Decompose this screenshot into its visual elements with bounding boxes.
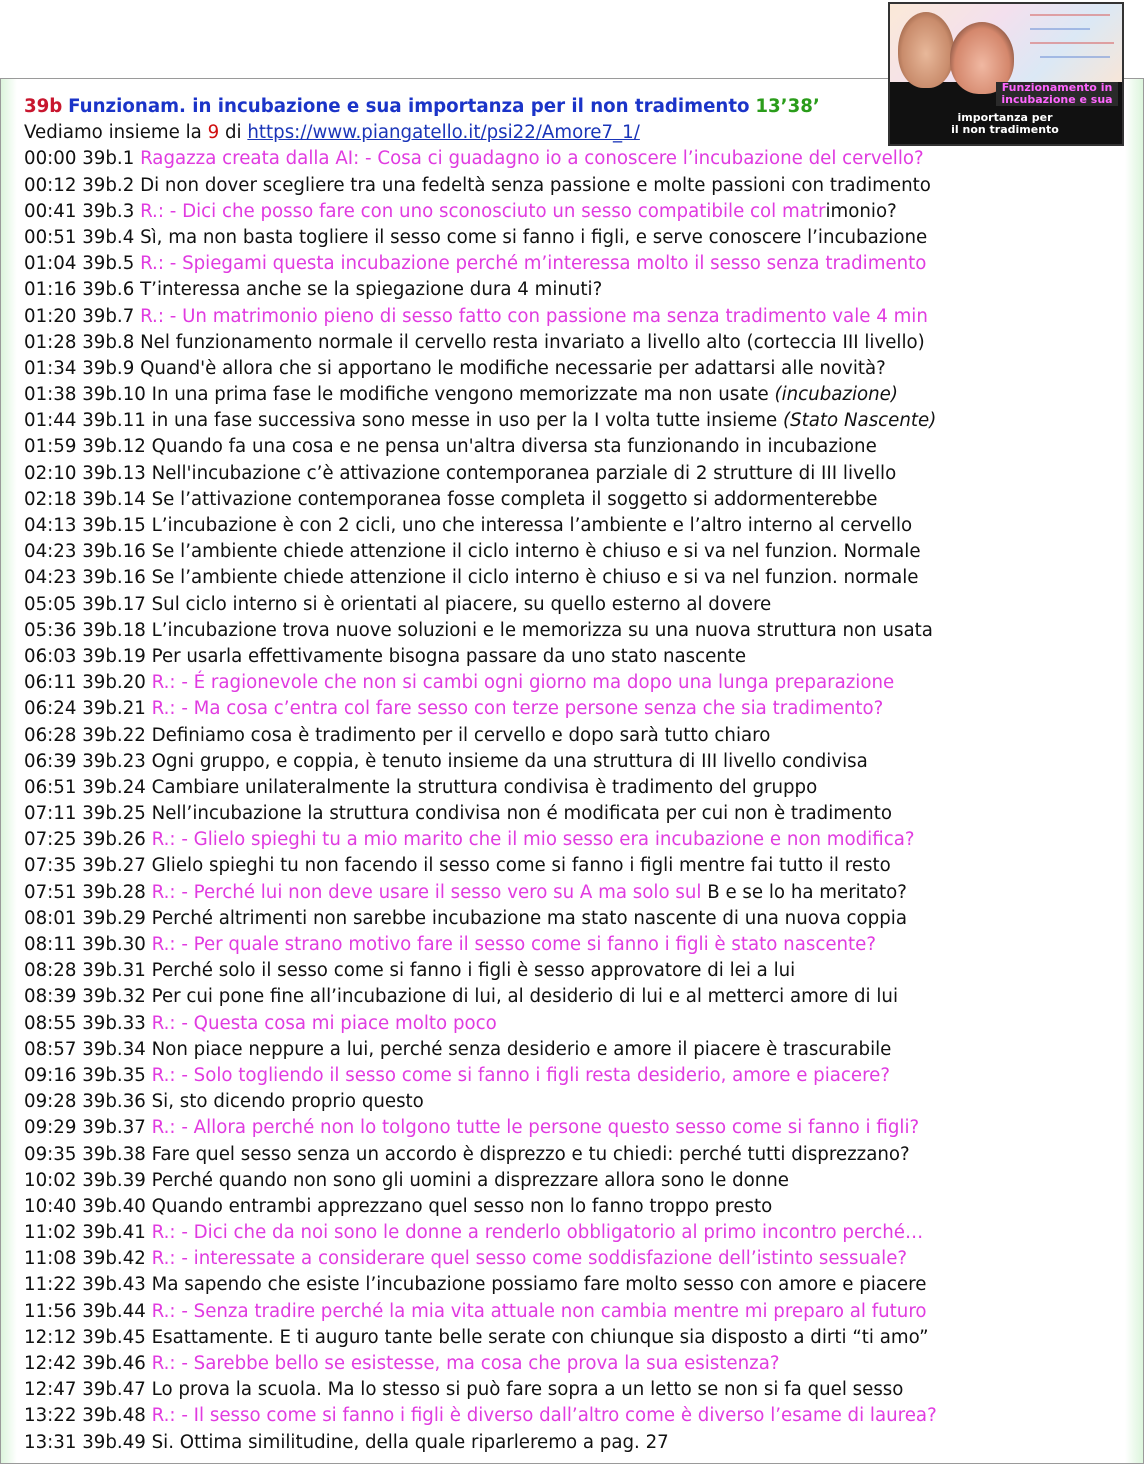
answer-line xyxy=(24,461,1119,487)
line-id: 39b.36 xyxy=(82,1091,146,1113)
timestamp: 00:00 xyxy=(24,148,77,170)
timestamp: 08:57 xyxy=(24,1038,77,1060)
line-text: Glielo spieghi tu non facendo il sesso come si fanno i figli mentre fai tutto il resto xyxy=(151,855,891,877)
line-text-tail: imonio? xyxy=(825,200,897,222)
line-text: in una fase successiva sono messe in uso per la I volta tutte insieme xyxy=(151,410,783,432)
answer-line xyxy=(24,749,1119,775)
timestamp: 04:23 xyxy=(24,567,77,589)
answer-line xyxy=(24,592,1119,618)
timestamp: 12:12 xyxy=(24,1326,77,1348)
timestamp: 09:29 xyxy=(24,1117,77,1139)
line-text: R.: - Questa cosa mi piace molto poco xyxy=(151,1012,497,1034)
line-text: R.: - Perché lui non deve usare il sesso vero su A ma solo sul xyxy=(151,881,708,903)
answer-line xyxy=(24,906,1119,932)
line-text: Si, sto dicendo proprio questo xyxy=(151,1091,424,1113)
line-text-tail: B e se lo ha meritato? xyxy=(707,881,907,903)
answer-line xyxy=(24,1430,1119,1456)
line-text: Nel funzionamento normale il cervello resta invariato a livello alto (corteccia III livello) xyxy=(140,331,925,353)
slide-line xyxy=(1030,42,1114,44)
line-text: Perché quando non sono gli uomini a disprezzare allora sono le donne xyxy=(151,1169,790,1191)
line-id: 39b.16 xyxy=(82,541,146,563)
line-text: R.: - Dici che posso fare con uno sconosciuto un sesso compatibile col matr xyxy=(140,200,826,222)
timestamp: 06:28 xyxy=(24,724,77,746)
line-id: 39b.41 xyxy=(82,1222,146,1244)
line-id: 39b.15 xyxy=(82,515,146,536)
line-text: Ma sapendo che esiste l’incubazione possiamo fare molto sesso con amore e piacere xyxy=(151,1274,927,1296)
line-id: 39b.1 xyxy=(82,148,135,170)
timestamp: 11:22 xyxy=(24,1274,77,1296)
line-text: R.: - Glielo spieghi tu a mio marito che il mio sesso era incubazione e non modifica? xyxy=(151,829,915,851)
answer-line xyxy=(24,173,1119,199)
line-id: 39b.31 xyxy=(82,960,146,982)
line-text: R.: - Il sesso come si fanno i figli è diverso dall’altro come è diverso l’esame di laurea? xyxy=(151,1405,937,1427)
section-title: Funzionam. in incubazione e sua importanza per il non tradimento xyxy=(68,96,750,117)
slide-line xyxy=(1030,14,1110,16)
line-text: L’incubazione è con 2 cicli, uno che interessa l’ambiente e l’altro interno al cervello xyxy=(151,515,913,536)
caption-line: il non tradimento xyxy=(951,123,1059,136)
timestamp: 11:08 xyxy=(24,1248,77,1270)
line-id: 39b.45 xyxy=(82,1326,146,1348)
line-id: 39b.39 xyxy=(82,1169,146,1191)
timestamp: 08:28 xyxy=(24,960,77,982)
timestamp: 04:13 xyxy=(24,515,77,536)
timestamp: 06:51 xyxy=(24,776,77,798)
intro-number: 9 xyxy=(207,122,220,144)
timestamp: 06:11 xyxy=(24,672,77,694)
line-text-italic: (Stato Nascente) xyxy=(783,410,937,432)
timestamp: 05:36 xyxy=(24,619,77,641)
question-line xyxy=(24,146,1119,172)
answer-line xyxy=(24,853,1119,879)
line-text: Non piace neppure a lui, perché senza desiderio e amore il piacere è trascurabile xyxy=(151,1038,892,1060)
timestamp: 01:34 xyxy=(24,357,77,379)
question-line xyxy=(24,251,1119,277)
answer-line xyxy=(24,1142,1119,1168)
line-id: 39b.20 xyxy=(82,672,146,694)
line-id: 39b.2 xyxy=(82,174,135,196)
timestamp: 04:23 xyxy=(24,541,77,563)
line-id: 39b.29 xyxy=(82,907,146,929)
video-duration: 13’38’ xyxy=(755,96,820,117)
line-id: 39b.19 xyxy=(82,645,146,667)
timestamp: 00:12 xyxy=(24,174,77,196)
caption-line: importanza per xyxy=(957,111,1053,124)
answer-line xyxy=(24,225,1119,251)
line-text: Per usarla effettivamente bisogna passare da uno stato nascente xyxy=(151,645,747,667)
line-text: R.: - Un matrimonio pieno di sesso fatto con passione ma senza tradimento vale 4 min xyxy=(140,305,928,327)
question-line xyxy=(24,1063,1119,1089)
timestamp: 11:56 xyxy=(24,1300,77,1322)
timestamp: 01:28 xyxy=(24,331,77,353)
line-id: 39b.5 xyxy=(82,253,135,275)
slide-line xyxy=(1030,28,1090,30)
timestamp: 07:51 xyxy=(24,881,77,903)
line-id: 39b.49 xyxy=(82,1431,146,1453)
timestamp: 07:11 xyxy=(24,803,77,825)
line-text: R.: - Allora perché non lo tolgono tutte le persone questo sesso come si fanno i figli? xyxy=(151,1117,920,1139)
line-text: R.: - Per quale strano motivo fare il sesso come si fanno i figli è stato nascente? xyxy=(151,934,877,955)
line-id: 39b.43 xyxy=(82,1274,146,1296)
question-line xyxy=(24,1011,1119,1037)
answer-line xyxy=(24,1089,1119,1115)
line-id: 39b.40 xyxy=(82,1195,146,1217)
timestamp: 09:16 xyxy=(24,1064,77,1086)
answer-line xyxy=(24,565,1119,591)
line-id: 39b.38 xyxy=(82,1143,146,1165)
answer-line xyxy=(24,1325,1119,1351)
line-text: Nell’incubazione la struttura condivisa non é modificata per cui non è tradimento xyxy=(151,803,892,825)
line-id: 39b.27 xyxy=(82,855,146,877)
line-id: 39b.13 xyxy=(82,462,146,484)
answer-line xyxy=(24,984,1119,1010)
line-text: Se l’ambiente chiede attenzione il ciclo interno è chiuso e si va nel funzion. Normale xyxy=(151,541,921,563)
line-text: Cambiare unilateralmente la struttura condivisa è tradimento del gruppo xyxy=(151,776,818,798)
question-line xyxy=(24,1115,1119,1141)
line-text: Ogni gruppo, e coppia, è tenuto insieme da una struttura di III livello condivisa xyxy=(151,750,868,772)
line-id: 39b.28 xyxy=(82,881,146,903)
timestamp: 01:04 xyxy=(24,253,77,275)
line-text: Nell'incubazione c’è attivazione contemporanea parziale di 2 strutture di III livello xyxy=(151,462,897,484)
question-line xyxy=(24,932,1119,958)
line-text: R.: - Spiegami questa incubazione perché m’interessa molto il sesso senza tradimento xyxy=(140,253,927,275)
timestamp: 12:47 xyxy=(24,1379,77,1401)
line-id: 39b.34 xyxy=(82,1038,146,1060)
answer-line xyxy=(24,644,1119,670)
timestamp: 13:22 xyxy=(24,1405,77,1427)
line-id: 39b.26 xyxy=(82,829,146,851)
line-id: 39b.10 xyxy=(82,384,146,406)
question-line xyxy=(24,199,1119,225)
line-id: 39b.17 xyxy=(82,593,146,615)
timestamp: 02:10 xyxy=(24,462,77,484)
answer-line xyxy=(24,1194,1119,1220)
timestamp: 05:05 xyxy=(24,593,77,615)
line-id: 39b.9 xyxy=(82,357,135,379)
line-id: 39b.24 xyxy=(82,776,146,798)
timestamp: 08:01 xyxy=(24,907,77,929)
line-id: 39b.33 xyxy=(82,1012,146,1034)
answer-line xyxy=(24,513,1119,539)
thumbnail-caption-white xyxy=(920,112,1090,136)
timestamp: 06:24 xyxy=(24,698,77,720)
timestamp: 06:39 xyxy=(24,750,77,772)
line-text: Quando fa una cosa e ne pensa un'altra diversa sta funzionando in incubazione xyxy=(151,436,877,458)
answer-line xyxy=(24,330,1119,356)
question-line xyxy=(24,1403,1119,1429)
answer-line xyxy=(24,434,1119,460)
line-id: 39b.47 xyxy=(82,1379,146,1401)
timestamp: 09:35 xyxy=(24,1143,77,1165)
line-id: 39b.32 xyxy=(82,986,146,1008)
question-line xyxy=(24,1220,1119,1246)
timestamp: 06:03 xyxy=(24,645,77,667)
question-line xyxy=(24,1299,1119,1325)
line-text: Si. Ottima similitudine, della quale riparleremo a pag. 27 xyxy=(151,1431,669,1453)
answer-line xyxy=(24,539,1119,565)
line-id: 39b.11 xyxy=(82,410,146,432)
line-id: 39b.44 xyxy=(82,1300,146,1322)
line-text: T’interessa anche se la spiegazione dura 4 minuti? xyxy=(140,279,603,301)
line-id: 39b.21 xyxy=(82,698,146,720)
line-text: Sì, ma non basta togliere il sesso come si fanno i figli, e serve conoscere l’incubazione xyxy=(140,226,928,248)
answer-line xyxy=(24,277,1119,303)
timestamp: 01:44 xyxy=(24,410,77,432)
timestamp: 13:31 xyxy=(24,1431,77,1453)
line-id: 39b.46 xyxy=(82,1353,146,1374)
line-text: R.: - Dici che da noi sono le donne a renderlo obbligatorio al primo incontro perché… xyxy=(151,1222,924,1244)
line-id: 39b.7 xyxy=(82,305,135,327)
line-text: Perché solo il sesso come si fanno i figli è sesso approvatore di lei a lui xyxy=(151,960,796,982)
timestamp: 01:20 xyxy=(24,305,77,327)
line-id: 39b.16 xyxy=(82,567,146,589)
line-text: Se l’ambiente chiede attenzione il ciclo interno è chiuso e si va nel funzion. normale xyxy=(151,567,919,589)
line-id: 39b.4 xyxy=(82,226,135,248)
timestamp: 07:35 xyxy=(24,855,77,877)
question-line xyxy=(24,1351,1119,1377)
line-text: Definiamo cosa è tradimento per il cervello e dopo sarà tutto chiaro xyxy=(151,724,771,746)
line-text: R.: - Solo togliendo il sesso come si fanno i figli resta desiderio, amore e piacere? xyxy=(151,1064,891,1086)
caption-line: incubazione e sua xyxy=(1001,93,1113,106)
line-id: 39b.48 xyxy=(82,1405,146,1427)
answer-line xyxy=(24,487,1119,513)
line-id: 39b.25 xyxy=(82,803,146,825)
timestamp: 11:02 xyxy=(24,1222,77,1244)
slide-line xyxy=(1040,56,1110,58)
line-id: 39b.3 xyxy=(82,200,135,222)
line-text: Sul ciclo interno si è orientati al piacere, su quello esterno al dovere xyxy=(151,593,772,615)
answer-line xyxy=(24,801,1119,827)
line-id: 39b.18 xyxy=(82,619,146,641)
answer-line xyxy=(24,1377,1119,1403)
line-text: Fare quel sesso senza un accordo è disprezzo e tu chiedi: perché tutti disprezzano? xyxy=(151,1143,910,1165)
answer-line xyxy=(24,1168,1119,1194)
question-line xyxy=(24,696,1119,722)
line-text: Di non dover scegliere tra una fedeltà senza passione e molte passioni con tradimento xyxy=(140,174,931,196)
timestamp: 00:51 xyxy=(24,226,77,248)
intro-mid: di xyxy=(224,122,242,144)
answer-line xyxy=(24,618,1119,644)
answer-line xyxy=(24,723,1119,749)
timestamp: 10:40 xyxy=(24,1195,77,1217)
section-number: 39b xyxy=(24,96,63,117)
answer-line xyxy=(24,356,1119,382)
answer-line xyxy=(24,1272,1119,1298)
question-line xyxy=(24,1246,1119,1272)
line-id: 39b.12 xyxy=(82,436,146,458)
timestamp: 10:02 xyxy=(24,1169,77,1191)
timestamp: 08:55 xyxy=(24,1012,77,1034)
line-text: Perché altrimenti non sarebbe incubazione ma stato nascente di una nuova coppia xyxy=(151,907,907,929)
intro-prefix: Vediamo insieme la xyxy=(24,122,202,144)
caption-line: Funzionamento in xyxy=(1001,81,1113,94)
line-text: Ragazza creata dalla AI: - Cosa ci guadagno io a conoscere l’incubazione del cervello? xyxy=(140,148,924,170)
dialogue-lines xyxy=(24,146,1119,1455)
line-text: R.: - É ragionevole che non si cambi ogni giorno ma dopo una lunga preparazione xyxy=(151,672,895,694)
line-text: R.: - Sarebbe bello se esistesse, ma cosa che prova la sua esistenza? xyxy=(151,1353,780,1374)
timestamp: 12:42 xyxy=(24,1353,77,1374)
timestamp: 08:39 xyxy=(24,986,77,1008)
timestamp: 00:41 xyxy=(24,200,77,222)
timestamp: 08:11 xyxy=(24,934,77,955)
thumbnail-caption-magenta xyxy=(996,82,1118,106)
ai-girl-face xyxy=(898,12,954,88)
question-line xyxy=(24,880,1119,906)
line-text: R.: - Senza tradire perché la mia vita attuale non cambia mentre mi preparo al futuro xyxy=(151,1300,927,1322)
line-text: Esattamente. E ti auguro tante belle serate con chiunque sia disposto a dirti “ti amo” xyxy=(151,1326,929,1348)
answer-line xyxy=(24,958,1119,984)
line-id: 39b.30 xyxy=(82,934,146,955)
line-id: 39b.8 xyxy=(82,331,135,353)
timestamp: 07:25 xyxy=(24,829,77,851)
line-id: 39b.37 xyxy=(82,1117,146,1139)
line-text: Lo prova la scuola. Ma lo stesso si può fare sopra a un letto se non si fa quel sesso xyxy=(151,1379,904,1401)
answer-line xyxy=(24,1037,1119,1063)
timestamp: 01:59 xyxy=(24,436,77,458)
timestamp: 01:38 xyxy=(24,384,77,406)
timestamp: 09:28 xyxy=(24,1091,77,1113)
line-id: 39b.42 xyxy=(82,1248,146,1270)
line-id: 39b.14 xyxy=(82,488,146,510)
answer-line xyxy=(24,408,1119,434)
video-thumbnail[interactable] xyxy=(888,2,1124,146)
transcript xyxy=(24,94,1119,1456)
line-text: Quand'è allora che si apportano le modifiche necessarie per adattarsi alle novità? xyxy=(140,357,886,379)
source-link[interactable]: https://www.piangatello.it/psi22/Amore7_1/ xyxy=(247,122,640,144)
answer-line xyxy=(24,382,1119,408)
question-line xyxy=(24,304,1119,330)
line-text: R.: - Ma cosa c’entra col fare sesso con terze persone senza che sia tradimento? xyxy=(151,698,884,720)
question-line xyxy=(24,827,1119,853)
line-text: Quando entrambi apprezzano quel sesso non lo fanno troppo presto xyxy=(151,1195,773,1217)
answer-line xyxy=(24,775,1119,801)
line-text: R.: - interessate a considerare quel sesso come soddisfazione dell’istinto sessuale? xyxy=(151,1248,908,1270)
line-text: L’incubazione trova nuove soluzioni e le memorizza su una nuova struttura non usata xyxy=(151,619,933,641)
timestamp: 02:18 xyxy=(24,488,77,510)
line-id: 39b.6 xyxy=(82,279,135,301)
line-text: Per cui pone fine all’incubazione di lui, al desiderio di lui e al metterci amore di lui xyxy=(151,986,899,1008)
timestamp: 01:16 xyxy=(24,279,77,301)
line-id: 39b.22 xyxy=(82,724,146,746)
line-text-italic: (incubazione) xyxy=(774,384,898,406)
question-line xyxy=(24,670,1119,696)
line-id: 39b.35 xyxy=(82,1064,146,1086)
line-text: In una prima fase le modifiche vengono memorizzate ma non usate xyxy=(151,384,775,406)
line-text: Se l’attivazione contemporanea fosse completa il soggetto si addormenterebbe xyxy=(151,488,878,510)
line-id: 39b.23 xyxy=(82,750,146,772)
